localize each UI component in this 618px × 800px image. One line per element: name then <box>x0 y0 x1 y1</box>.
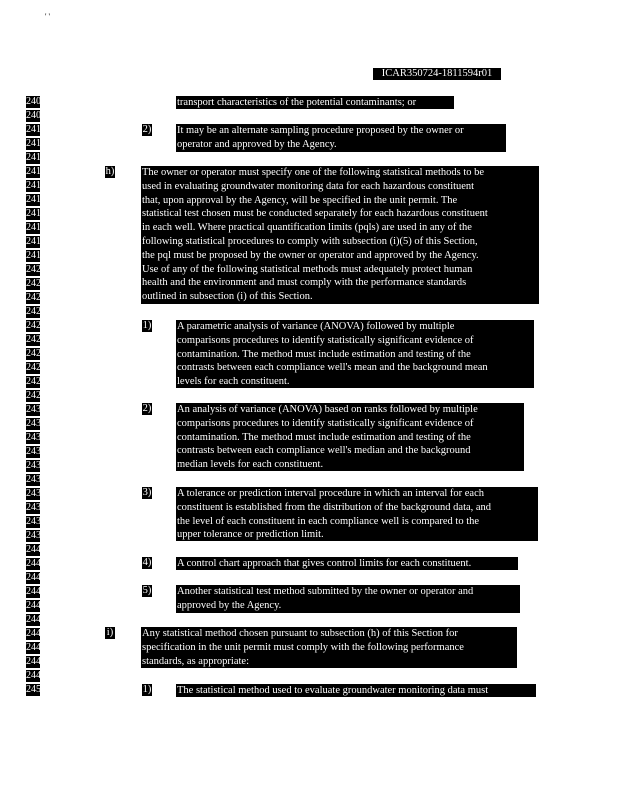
text-line: An analysis of variance (ANOVA) based on ranks followed by multiple <box>177 404 478 415</box>
line-number: 2422 <box>26 292 46 303</box>
text-line: upper tolerance or prediction limit. <box>177 529 324 541</box>
line-number: 2421 <box>26 278 46 289</box>
paragraph-continuation <box>176 96 454 109</box>
text-line: standards, as appropriate: <box>142 655 250 667</box>
line-number: 2448 <box>26 656 46 667</box>
text-line: It may be an alternate sampling procedure proposed by the owner or <box>177 125 464 136</box>
item-label: h) <box>105 166 115 177</box>
text-line: transport characteristics of the potential contaminants; or <box>177 97 417 108</box>
line-number: 2409 <box>26 110 46 121</box>
text-line: constituent is established from the distribution of the background data, and <box>177 501 492 513</box>
paragraph-item <box>176 585 520 613</box>
line-number: 2427 <box>26 362 46 373</box>
line-number: 2439 <box>26 530 46 541</box>
line-number: 2411 <box>26 138 46 149</box>
item-label: 4) <box>142 557 152 568</box>
line-number: 2446 <box>26 628 46 639</box>
line-number: 2417 <box>26 222 46 233</box>
item-label: 1) <box>142 684 152 695</box>
text-line: used in evaluating groundwater monitoring data for each hazardous constituent <box>142 180 475 192</box>
text-line: following statistical procedures to comply with subsection (i)(5) of this Section, <box>142 235 478 247</box>
line-number: 2416 <box>26 208 46 219</box>
text-line: in each well. Where practical quantification limits (pqls) are used in any of the <box>142 222 472 234</box>
item-label: 2) <box>142 124 152 135</box>
text-line: specification in the unit permit must comply with the following performance <box>142 641 464 653</box>
line-number: 2425 <box>26 334 46 345</box>
text-line: comparisons procedures to identify statistically significant evidence of <box>177 417 474 429</box>
paragraph-item <box>176 403 524 471</box>
text-line: the level of each constituent in each compliance well is compared to the <box>177 515 480 527</box>
line-number: 2449 <box>26 670 46 681</box>
line-number: 2437 <box>26 502 46 513</box>
paragraph-item <box>141 627 517 668</box>
line-number: 2450 <box>26 684 46 695</box>
text-line: contrasts between each compliance well's mean and the background mean <box>177 362 488 374</box>
text-line: statistical test chosen must be conducted separately for each hazardous constituent <box>142 208 488 220</box>
line-number: 2445 <box>26 614 46 625</box>
text-line: contamination. The method must include estimation and testing of the <box>177 431 471 443</box>
text-line: A parametric analysis of variance (ANOVA) followed by multiple <box>177 321 455 332</box>
text-line: outlined in subsection (i) of this Section. <box>142 291 313 303</box>
document-id: ICAR350724-1811594r01 <box>373 68 501 80</box>
paragraph-item <box>176 487 538 541</box>
line-number: 2447 <box>26 642 46 653</box>
text-line: that, upon approval by the Agency, will be specified in the unit permit. The <box>142 194 458 206</box>
line-number: 2428 <box>26 376 46 387</box>
text-line: Any statistical method chosen pursuant to subsection (h) of this Section for <box>142 628 458 639</box>
item-label: 1) <box>142 320 152 331</box>
line-number: 2418 <box>26 236 46 247</box>
line-number: 2441 <box>26 558 46 569</box>
line-number: 2442 <box>26 572 46 583</box>
line-number: 2414 <box>26 180 46 191</box>
text-line: The owner or operator must specify one of the following statistical methods to be <box>142 167 485 178</box>
scan-specks: ' ' <box>45 12 50 21</box>
line-number: 2426 <box>26 348 46 359</box>
line-number: 2410 <box>26 124 46 135</box>
item-label: i) <box>106 627 114 638</box>
paragraph-item <box>176 557 518 570</box>
text-line: The statistical method used to evaluate groundwater monitoring data must <box>177 685 489 696</box>
text-line: Another statistical test method submitted by the owner or operator and <box>177 586 474 597</box>
line-number: 2408 <box>26 96 46 107</box>
line-number: 2440 <box>26 544 46 555</box>
paragraph-item <box>176 320 534 388</box>
text-line: levels for each constituent. <box>177 376 290 388</box>
text-line: Use of any of the following statistical methods must adequately protect human <box>142 263 473 275</box>
text-line: health and the environment and must comply with the performance standards <box>142 277 467 289</box>
line-number: 2436 <box>26 488 46 499</box>
line-number: 2429 <box>26 390 46 401</box>
item-label: 3) <box>142 487 152 498</box>
line-number: 2412 <box>26 152 46 163</box>
line-number: 2438 <box>26 516 46 527</box>
paragraph-item <box>176 684 536 697</box>
text-line: A tolerance or prediction interval procedure in which an interval for each <box>177 488 484 499</box>
line-number: 2435 <box>26 474 46 485</box>
paragraph-item <box>176 124 506 152</box>
text-line: operator and approved by the Agency. <box>177 138 337 150</box>
line-number: 2413 <box>26 166 46 177</box>
line-number: 2424 <box>26 320 46 331</box>
text-line: comparisons procedures to identify statistically significant evidence of <box>177 334 474 346</box>
line-number: 2423 <box>26 306 46 317</box>
line-number: 2431 <box>26 418 46 429</box>
text-line: median levels for each constituent. <box>177 459 324 471</box>
line-number: 2419 <box>26 250 46 261</box>
line-number: 2432 <box>26 432 46 443</box>
line-number: 2415 <box>26 194 46 205</box>
text-line: contamination. The method must include estimation and testing of the <box>177 348 471 360</box>
line-number: 2443 <box>26 586 46 597</box>
item-label: 2) <box>142 403 152 414</box>
item-label: 5) <box>142 585 152 596</box>
line-number: 2434 <box>26 460 46 471</box>
paragraph-item <box>141 166 539 304</box>
text-line: contrasts between each compliance well's median and the background <box>177 445 471 457</box>
line-number: 2430 <box>26 404 46 415</box>
text-line: A control chart approach that gives control limits for each constituent. <box>177 558 472 569</box>
line-number: 2433 <box>26 446 46 457</box>
line-number: 2444 <box>26 600 46 611</box>
line-number: 2420 <box>26 264 46 275</box>
text-line: the pql must be proposed by the owner or operator and approved by the Agency. <box>142 249 479 261</box>
text-line: approved by the Agency. <box>177 599 282 611</box>
